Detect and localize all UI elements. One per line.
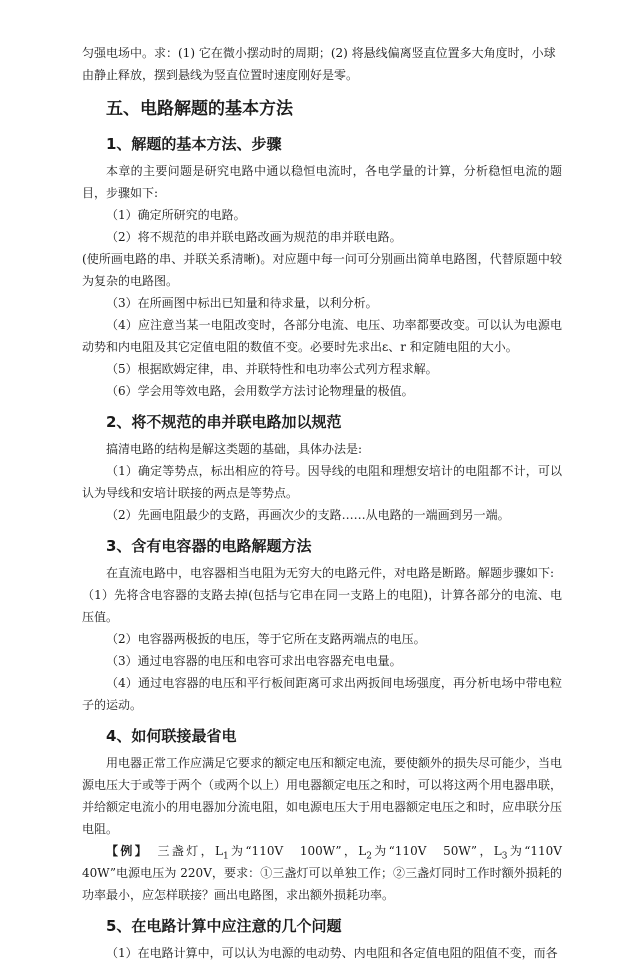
subsection-3-intro: 在直流电路中，电容器相当电阻为无穷大的电路元件，对电路是断路。解题步骤如下: <box>106 566 555 580</box>
intro-line-2: 由静止释放，摆到悬线为竖直位置时速度刚好是零。 <box>82 68 359 82</box>
subsection-1-intro: 本章的主要问题是研究电路中通以稳恒电流时，各电学量的计算，分析稳恒电流的题目，步骤如下: <box>82 164 562 200</box>
example-label: 【例】 <box>106 844 144 858</box>
s1-step-2-note: (使所画电路的串、并联关系清晰)。对应题中每一问可分别画出简单电路图，代替原题中较为复杂的电路图。 <box>82 252 562 288</box>
subsection-3-title: 3、含有电容器的电路解题方法 <box>106 537 312 555</box>
s1-step-5: （5）根据欧姆定律，串、并联特性和电功率公式列方程求解。 <box>106 362 438 376</box>
subsection-4-title: 4、如何联接最省电 <box>106 727 237 745</box>
s4-example <box>82 840 574 906</box>
s2-step-1: （1）确定等势点，标出相应的符号。因导线的电阻和理想安培计的电阻都不计，可以认为导线和安培计联接的两点是等势点。 <box>82 464 562 500</box>
subsection-2-intro: 搞清电路的结构是解这类题的基础，具体办法是: <box>106 442 363 456</box>
example-sub-3: 3 <box>501 851 508 862</box>
s1-step-1: （1）确定所研究的电路。 <box>106 208 246 222</box>
s1-step-6: （6）学会用等效电路，会用数学方法讨论物理量的极值。 <box>106 384 414 398</box>
example-text-b: 为“110V 100W”，L <box>228 844 367 858</box>
s3-step-2: （2）电容器两极扳的电压，等于它所在支路两端点的电压。 <box>106 632 426 646</box>
example-sub-1: 1 <box>222 851 229 862</box>
s3-step-1: （1）先将含电容器的支路去掉(包括与它串在同一支路上的电阻)，计算各部分的电流、电压值。 <box>82 588 562 624</box>
s1-step-2: （2）将不规范的串并联电路改画为规范的串并联电路。 <box>106 230 402 244</box>
s1-step-3: （3）在所画图中标出已知量和待求量，以利分析。 <box>106 296 378 310</box>
example-text-a: 三盏灯，L <box>157 844 223 858</box>
subsection-1-title: 1、解题的基本方法、步骤 <box>106 135 282 153</box>
subsection-2-title: 2、将不规范的串并联电路加以规范 <box>106 413 342 431</box>
intro-line-1: 匀强电场中。求：(1) 它在微小摆动时的周期；(2) 将悬线偏离竖直位置多大角度时，小球 <box>82 46 556 60</box>
example-text-d: 为“110V 40W”电源电压为 220V，要求：①三盏灯可以单独工作；②三盏灯同时工作时额外损耗的功率最小，应怎样联接？画出电路图，求出额外损耗功率。 <box>82 844 574 902</box>
example-text-c: 为“110V 50W”，L <box>371 844 502 858</box>
subsection-4-intro: 用电器正常工作应满足它要求的额定电压和额定电流，要使额外的损失尽可能少，当电源电压大于或等于两个（或两个以上）用电器额定电压之和时，可以将这两个用电器串联，并给额定电流小的用电器加分流电阻，如电源电压大于用电器额定电压之和时，应串联分压电阻。 <box>82 756 563 836</box>
s1-step-4: （4）应注意当某一电阻改变时，各部分电流、电压、功率都要改变。可以认为电源电动势和内电阻及其它定值电阻的数值不变。必要时先求出ε、r 和定随电阻的大小。 <box>82 318 562 354</box>
s3-step-4: （4）通过电容器的电压和平行板间距离可求出两扳间电场强度，再分析电场中带电粒子的运动。 <box>82 676 562 712</box>
subsection-5-title: 5、在电路计算中应注意的几个问题 <box>106 917 342 935</box>
example-sub-2: 2 <box>366 851 372 862</box>
s3-step-3: （3）通过电容器的电压和电容可求出电容器充电电量。 <box>106 654 402 668</box>
s5-step-1: （1）在电路计算中，可以认为电源的电动势、内电阻和各定值电阻的阻值不变，而各 <box>106 946 558 960</box>
section-5-title: 五、电路解题的基本方法 <box>106 99 293 119</box>
s2-step-2: （2）先画电阻最少的支路，再画次少的支路……从电路的一端画到另一端。 <box>106 508 510 522</box>
